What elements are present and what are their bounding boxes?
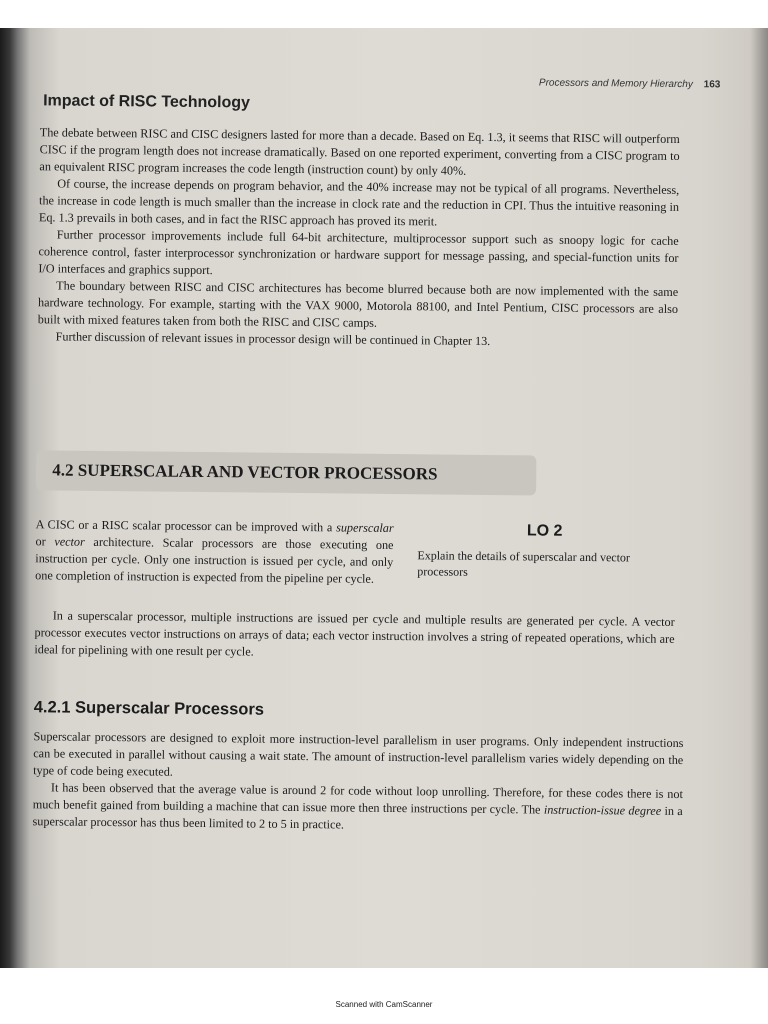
running-head [539, 78, 721, 91]
paragraph: In a superscalar processor, multiple instructions are issued per cycle and multiple results are generated per cycle. A vector processor executes vector instructions on arrays of data; each vector instruction involves a string of repeated operations, which are ideal for pipelining with one result per cycle. [34, 608, 675, 659]
page-number: 163 [703, 79, 721, 91]
section-heading-risc-impact: Impact of RISC Technology [43, 92, 251, 112]
subsection-heading: 4.2.1 Superscalar Processors [33, 698, 265, 719]
learning-objective-box [413, 521, 676, 594]
learning-objective-text: Explain the details of superscalar and vector processors [417, 548, 631, 579]
section-heading-superscalar-vector: 4.2 SUPERSCALAR AND VECTOR PROCESSORS [52, 460, 438, 484]
section-banner [36, 450, 536, 495]
superscalar-vector-body [34, 607, 674, 665]
superscalar-body [33, 728, 684, 837]
scanner-watermark: Scanned with CamScanner [335, 1000, 433, 1009]
paragraph: The debate between RISC and CISC designers lasted for more than a decade. Based on Eq. 1.3, it seems that RISC will outperform CISC if the program length does not increase dramatically. Based on one reported experiment, converting from a CISC program to an equivalent RISC program increases the code length (instruction count) by only 40%. [39, 125, 680, 178]
paragraph: It has been observed that the average value is around 2 for code without loop unrolling. Therefore, for these codes there is not much benefit gained from building a machine that can issue more then three instructions per cycle. The instruction-issue degree in a superscalar processor has thus been limited to 2 to 5 in practice. [32, 780, 683, 832]
book-page [25, 28, 761, 968]
paragraph: A CISC or a RISC scalar processor can be improved with a superscalar or vector architecture. Scalar processors are those executing one instruction per cycle. Only one instruction is issued per cycle, and only one completion of instruction is expected from the pipeline per cycle. [35, 517, 394, 586]
running-head-title: Processors and Memory Hierarchy [538, 77, 693, 91]
scalar-intro [35, 516, 394, 588]
paragraph: Of course, the increase depends on program behavior, and the 40% increase may not be typical of all programs. Nevertheless, the increase in code length is much smaller than the increase in clock rate and the reduction in CPI. Thus the intuitive reasoning in Eq. 1.3 prevails in both cases, and in fact the RISC approach has proved its merit. [38, 176, 680, 229]
paragraph: The boundary between RISC and CISC architectures has become blurred because both are now implemented with the same hardware technology. For example, starting with the VAX 9000, Motorola 88100, and Intel Pentium, CISC processors are also built with mixed features taken from both the RISC and CISC camps. [37, 278, 679, 330]
scanned-page-photo [0, 28, 768, 968]
paragraph: Further discussion of relevant issues in processor design will be continued in Chapter 13. [55, 329, 491, 349]
paragraph: Further processor improvements include full 64-bit architecture, multiprocessor support such as snoopy logic for cache coherence control, faster interprocessor synchronization or hardware support for message passing, and special-function units for I/O interfaces and graphics support. [38, 227, 679, 278]
paragraph: Superscalar processors are designed to exploit more instruction-level parallelism in user programs. Only independent instructions can be executed in parallel without causing a wait state. The amount of instruction-level parallelism varies widely depending on the type of code being executed. [33, 729, 684, 779]
learning-objective-label: LO 2 [526, 522, 563, 540]
risc-impact-body [38, 124, 680, 352]
